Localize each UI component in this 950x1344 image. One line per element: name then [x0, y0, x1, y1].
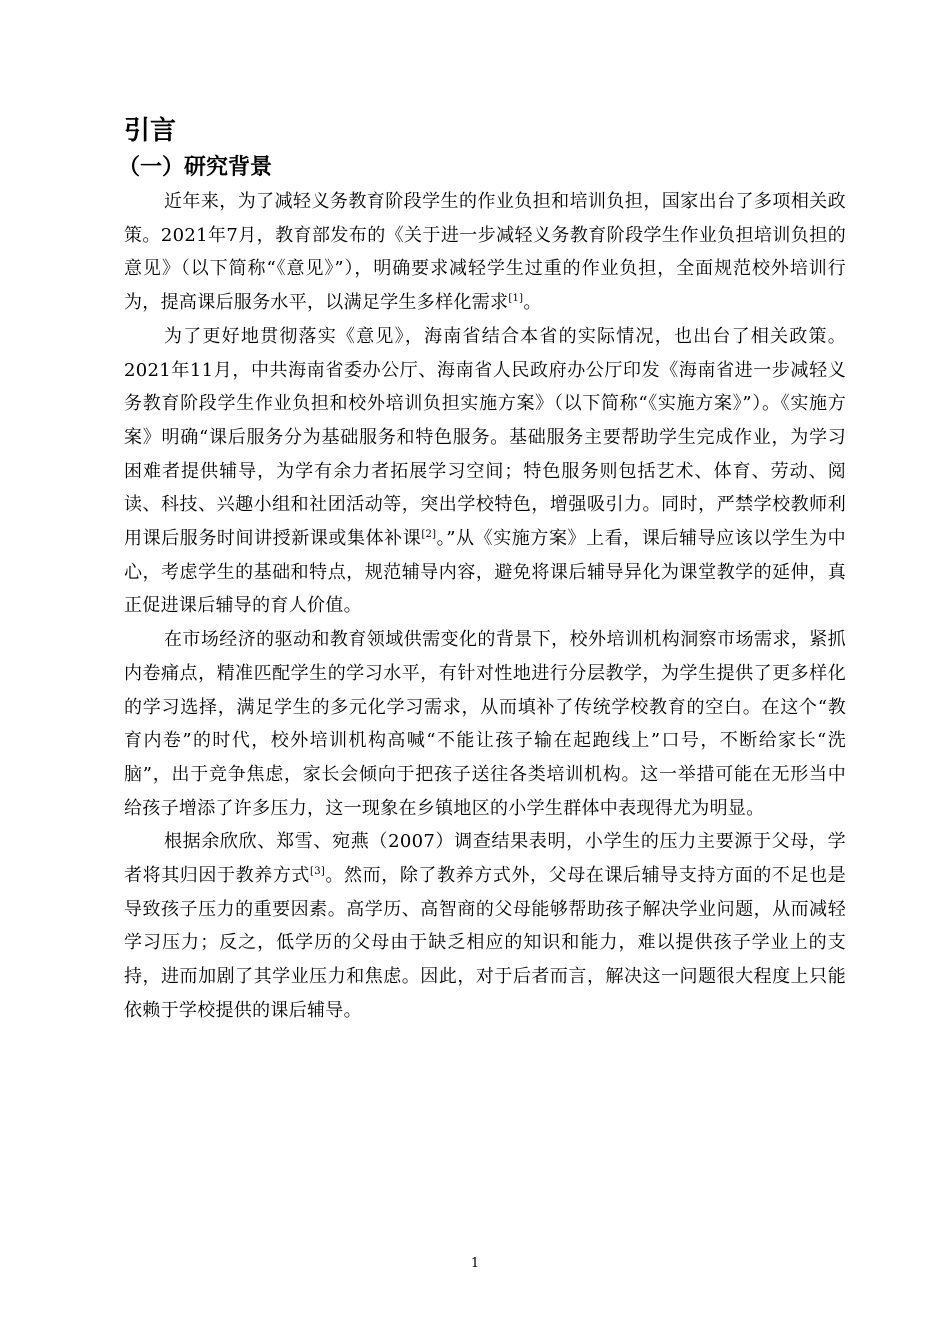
paragraph-text: 为了更好地贯彻落实《意见》，海南省结合本省的实际情况，也出台了相关政策。2021年11月，中共海南省委办公厅、海南省人民政府办公厅印发《海南省进一步减轻义务教育阶段学生作业负担和校外培训负担实施方案》（以下简称“《实施方案》”）。《实施方案》明确“课后服务分为基础服务和特色服务。基础服务主要帮助学生完成作业，为学习困难者提供辅导，为学有余力者拓展学习空间；特色服务则包括艺术、体育、劳动、阅读、科技、兴趣小组和社团活动等，突出学校特色，增强吸引力。同时，严禁学校教师利用课后服务时间讲授新课或集体补课 [124, 325, 846, 550]
body-text [124, 185, 846, 1028]
page-number: 1 [470, 1256, 480, 1271]
citation-2: [2] [421, 529, 437, 541]
paragraph-4 [124, 825, 846, 1027]
paragraph-1 [124, 185, 846, 320]
citation-1: [1] [508, 293, 524, 305]
paragraph-2 [124, 320, 846, 623]
section-title: （一）研究背景 [118, 155, 273, 180]
citation-3: [3] [310, 866, 326, 878]
chapter-title: 引言 [124, 116, 177, 146]
paragraph-tail: 。然而，除了教养方式外，父母在课后辅导支持方面的不足也是导致孩子压力的重要因素。高学历、高智商的父母能够帮助孩子解决学业问题，从而减轻学习压力；反之，低学历的父母由于缺乏相应的知识和能力，难以提供孩子学业上的支持，进而加剧了其学业压力和焦虑。因此，对于后者而言，解决这一问题很大程度上只能依赖于学校提供的课后辅导。 [124, 865, 846, 1021]
paragraph-text: 根据余欣欣、郑雪、宛燕（2007）调查结果表明，小学生的压力主要源于父母，学者将其归因于教养方式 [124, 831, 846, 887]
paragraph-text: 在市场经济的驱动和教育领域供需变化的背景下，校外培训机构洞察市场需求，紧抓内卷痛点，精准匹配学生的学习水平，有针对性地进行分层教学，为学生提供了更多样化的学习选择，满足学生的多元化学习需求，从而填补了传统学校教育的空白。在这个“教育内卷”的时代，校外培训机构高喊“不能让孩子输在起跑线上”口号，不断给家长“洗脑”，出于竞争焦虑，家长会倾向于把孩子送往各类培训机构。这一举措可能在无形当中给孩子增添了许多压力，这一现象在乡镇地区的小学生群体中表现得尤为明显。 [124, 629, 846, 819]
paragraph-tail: 。 [523, 292, 542, 314]
paragraph-text: 近年来，为了减轻义务教育阶段学生的作业负担和培训负担，国家出台了多项相关政策。2021年7月，教育部发布的《关于进一步减轻义务教育阶段学生作业负担培训负担的意见》（以下简称“《意见》”），明确要求减轻学生过重的作业负担，全面规范校外培训行为，提高课后服务水平，以满足学生多样化需求 [124, 191, 846, 314]
paragraph-3 [124, 623, 846, 825]
paragraph-tail: 。”从《实施方案》上看，课后辅导应该以学生为中心，考虑学生的基础和特点，规范辅导内容，避免将课后辅导异化为课堂教学的延伸，真正促进课后辅导的育人价值。 [124, 528, 846, 617]
